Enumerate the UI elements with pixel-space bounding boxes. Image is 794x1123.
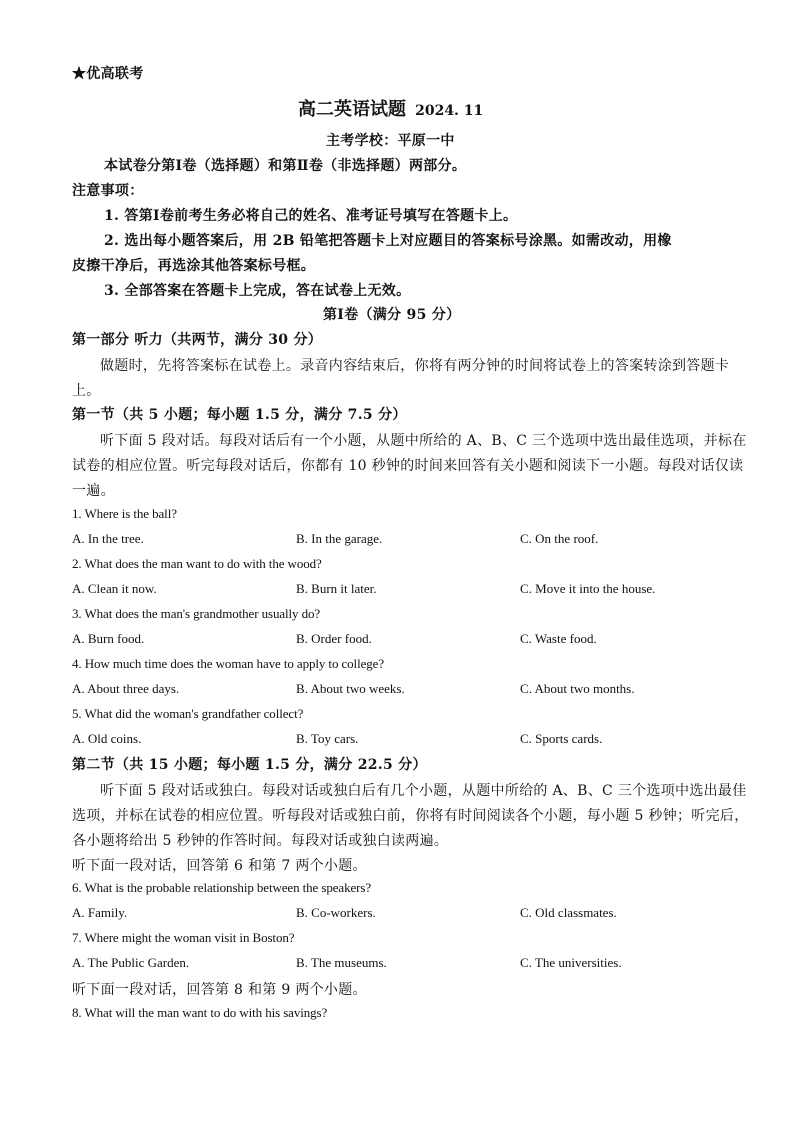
exam-title	[298, 95, 483, 121]
dialog-8-9-instruction: 听下面一段对话，回答第 8 和第 9 两个小题。	[72, 982, 367, 998]
question-1-option-b: B. In the garage.	[296, 531, 383, 546]
question-4-option-b: B. About two weeks.	[296, 681, 405, 696]
notice-heading: 注意事项：	[72, 183, 144, 199]
question-7-option-a: A. The Public Garden.	[72, 955, 190, 970]
question-6-option-a: A. Family.	[72, 905, 128, 920]
notice-item-2-line-2: 皮擦干净后，再选涂其他答案标号框。	[72, 258, 316, 274]
part-1-instruction-line-2: 上。	[72, 383, 101, 399]
question-2-option-c: C. Move it into the house.	[520, 581, 656, 596]
question-6-option-c: C. Old classmates.	[520, 905, 617, 920]
question-5-option-b: B. Toy cars.	[296, 731, 359, 746]
dialog-6-7-instruction: 听下面一段对话，回答第 6 和第 7 两个小题。	[72, 858, 367, 874]
exam-date: 2024. 11	[415, 103, 484, 119]
question-7: 7. Where might the woman visit in Boston?	[72, 930, 295, 945]
section-1-heading: 第一节（共 5 小题；每小题 1.5 分，满分 7.5 分）	[72, 407, 407, 423]
question-2-option-a: A. Clean it now.	[72, 581, 157, 596]
section-2-instruction-line-2: 选项，并标在试卷的相应位置。听每段对话或独白前，你将有时间阅读各个小题，每小题 5 秒钟；听完后，	[72, 808, 749, 824]
volume-1-heading: 第Ⅰ卷（满分 95 分）	[323, 307, 461, 323]
notice-item-3: 3. 全部答案在答题卡上完成，答在试卷上无效。	[104, 283, 411, 299]
question-6: 6. What is the probable relationship between the speakers?	[72, 880, 371, 895]
question-2-option-b: B. Burn it later.	[296, 581, 377, 596]
question-3: 3. What does the man's grandmother usually do?	[72, 606, 321, 621]
question-1: 1. Where is the ball?	[72, 506, 177, 521]
question-8: 8. What will the man want to do with his savings?	[72, 1005, 328, 1020]
section-1-instruction-line-3: 一遍。	[72, 483, 115, 499]
question-5-option-a: A. Old coins.	[72, 731, 142, 746]
notice-item-2-line-1: 2. 选出每小题答案后，用 2B 铅笔把答题卡上对应题目的答案标号涂黑。如需改动，用橡	[104, 233, 672, 249]
section-1-instruction-line-1: 听下面 5 段对话。每段对话后有一个小题，从题中所给的 A、B、C 三个选项中选出最佳选项，并标在	[100, 433, 747, 449]
part-1-heading: 第一部分 听力（共两节，满分 30 分）	[72, 332, 323, 348]
question-3-option-c: C. Waste food.	[520, 631, 597, 646]
section-2-instruction-line-3: 各小题将给出 5 秒钟的作答时间。每段对话或独白读两遍。	[72, 833, 449, 849]
question-6-option-b: B. Co-workers.	[296, 905, 376, 920]
part-1-instruction-line-1: 做题时，先将答案标在试卷上。录音内容结束后，你将有两分钟的时间将试卷上的答案转涂到答题卡	[100, 358, 730, 374]
question-7-option-c: C. The universities.	[520, 955, 622, 970]
section-1-instruction-line-2: 试卷的相应位置。听完每段对话后，你都有 10 秒钟的时间来回答有关小题和阅读下一小题。每段对话仅读	[72, 458, 744, 474]
question-3-option-b: B. Order food.	[296, 631, 372, 646]
question-4: 4. How much time does the woman have to apply to college?	[72, 656, 384, 671]
question-5-option-c: C. Sports cards.	[520, 731, 603, 746]
question-4-option-a: A. About three days.	[72, 681, 180, 696]
question-5: 5. What did the woman's grandfather collect?	[72, 706, 304, 721]
question-4-option-c: C. About two months.	[520, 681, 635, 696]
section-2-instruction-line-1: 听下面 5 段对话或独白。每段对话或独白后有几个小题，从题中所给的 A、B、C 三个选项中选出最佳	[100, 783, 747, 799]
section-2-heading: 第二节（共 15 小题；每小题 1.5 分，满分 22.5 分）	[72, 757, 427, 773]
question-2: 2. What does the man want to do with the wood?	[72, 556, 322, 571]
question-1-option-a: A. In the tree.	[72, 531, 144, 546]
question-1-option-c: C. On the roof.	[520, 531, 599, 546]
exam-intro: 本试卷分第Ⅰ卷（选择题）和第Ⅱ卷（非选择题）两部分。	[104, 158, 467, 174]
exam-series-label: ★优高联考	[72, 66, 144, 82]
host-school: 主考学校：平原一中	[326, 133, 455, 149]
question-7-option-b: B. The museums.	[296, 955, 387, 970]
notice-item-1: 1. 答第Ⅰ卷前考生务必将自己的姓名、准考证号填写在答题卡上。	[104, 208, 518, 224]
question-3-option-a: A. Burn food.	[72, 631, 145, 646]
exam-title-text: 高二英语试题	[298, 99, 406, 120]
